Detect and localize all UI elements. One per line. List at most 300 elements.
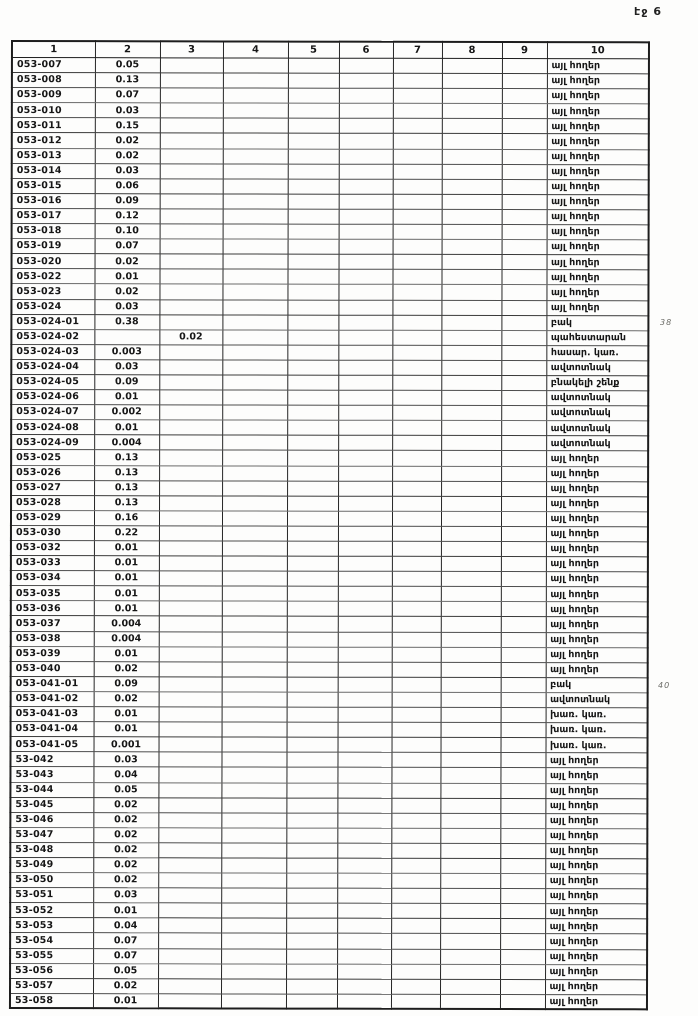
empty-cell [501,542,546,557]
table-row [11,616,648,632]
area-value-col3-cell [158,797,221,812]
empty-cell [286,783,337,798]
area-value-cell: 0.10 [95,224,160,239]
area-value-col3-cell [158,963,221,978]
empty-cell [441,677,501,692]
land-type-cell: այլ հողեր [546,285,648,300]
empty-cell [338,315,392,330]
empty-cell [392,602,441,617]
empty-cell [223,149,288,164]
area-value-cell: 0.004 [94,435,159,450]
table-row [11,586,648,602]
area-value-cell: 0.02 [93,843,158,858]
empty-cell [338,556,392,571]
parcel-code-cell: 53-052 [10,903,93,918]
land-type-cell: ավտոտնակ [546,391,648,406]
empty-cell [287,707,338,722]
empty-cell [501,285,546,300]
empty-cell [502,179,547,194]
empty-cell [501,360,546,375]
empty-cell [287,617,338,632]
empty-cell [392,360,441,375]
empty-cell [338,511,392,526]
land-type-cell: այլ հողեր [546,647,648,662]
parcel-code-cell: 053-017 [12,208,95,223]
empty-cell [339,103,393,118]
area-value-col3-cell [159,299,222,314]
area-value-cell: 0.02 [94,661,159,676]
area-value-col3-cell [160,73,223,88]
empty-cell [393,224,442,239]
parcel-code-cell: 053-029 [11,510,94,525]
table-row [11,435,648,451]
empty-cell [442,164,502,179]
empty-cell [392,315,441,330]
empty-cell [222,360,287,375]
empty-cell [441,647,501,662]
empty-cell [287,541,338,556]
empty-cell [286,888,337,903]
land-type-cell: այլ հողեր [546,542,648,557]
empty-cell [222,571,287,586]
empty-cell [337,979,391,994]
empty-cell [391,904,440,919]
empty-cell [500,949,545,964]
table-row [11,405,648,421]
empty-cell [222,647,287,662]
empty-cell [288,134,339,149]
empty-cell [501,647,546,662]
empty-cell [392,481,441,496]
table-row [11,269,648,285]
parcel-code-cell: 053-034 [11,571,94,586]
empty-cell [501,391,546,406]
empty-cell [441,602,501,617]
land-type-cell: խառ. կառ. [546,708,648,723]
empty-cell [286,873,337,888]
area-value-cell: 0.07 [93,933,158,948]
parcel-code-cell: 053-024-07 [11,405,94,420]
land-type-cell: հասար. կառ. [546,345,648,360]
empty-cell [288,103,339,118]
area-value-cell: 0.15 [95,118,160,133]
empty-cell [440,783,500,798]
parcel-code-cell: 53-050 [10,873,93,888]
column-header-1: 1 [12,41,95,58]
empty-cell [337,752,391,767]
table-row [11,722,648,738]
empty-cell [338,436,392,451]
empty-cell [337,768,391,783]
empty-cell [338,526,392,541]
area-value-cell: 0.01 [94,707,159,722]
area-value-col3-cell [159,556,222,571]
land-type-cell: այլ հողեր [546,527,648,542]
empty-cell [392,390,441,405]
parcel-code-cell: 53-048 [10,842,93,857]
table-row [10,767,647,783]
empty-cell [391,994,440,1009]
empty-cell [221,798,286,813]
area-value-col3-cell [158,858,221,873]
empty-cell [393,209,442,224]
parcel-code-cell: 53-051 [10,888,93,903]
empty-cell [287,647,338,662]
table-row [10,933,647,949]
empty-cell [223,179,288,194]
empty-cell [392,587,441,602]
land-type-cell: այլ հողեր [545,994,647,1009]
empty-cell [222,330,287,345]
empty-cell [222,405,287,420]
empty-cell [502,255,547,270]
land-type-cell: այլ հողեր [547,164,649,179]
parcel-code-cell: 53-044 [10,782,93,797]
empty-cell [222,737,287,752]
empty-cell [338,541,392,556]
empty-cell [501,451,546,466]
area-value-cell: 0.02 [94,284,159,299]
area-value-col3-cell [158,843,221,858]
parcel-code-cell: 53-056 [10,963,93,978]
empty-cell [500,813,545,828]
empty-cell [288,194,339,209]
empty-cell [392,345,441,360]
parcel-code-cell: 053-030 [11,525,94,540]
empty-cell [393,134,442,149]
area-value-col3-cell [160,179,223,194]
land-type-cell: այլ հողեր [546,270,648,285]
parcel-code-cell: 053-041-04 [11,722,94,737]
empty-cell [500,979,545,994]
area-value-col3-cell [159,571,222,586]
parcel-code-cell: 53-049 [10,857,93,872]
empty-cell [339,119,393,134]
parcel-code-cell: 53-047 [10,827,93,842]
empty-cell [286,994,337,1009]
empty-cell [442,240,502,255]
land-type-cell: այլ հողեր [545,949,647,964]
empty-cell [287,345,338,360]
area-value-col3-cell [159,601,222,616]
empty-cell [221,964,286,979]
empty-cell [442,89,502,104]
land-type-cell: այլ հողեր [546,466,648,481]
area-value-cell: 0.22 [94,526,159,541]
area-value-cell: 0.09 [94,677,159,692]
area-value-cell: 0.01 [94,722,159,737]
empty-cell [221,933,286,948]
area-value-cell: 0.07 [93,948,158,963]
area-value-cell: 0.02 [93,827,158,842]
land-type-cell: այլ հողեր [547,255,649,270]
parcel-code-cell: 053-013 [12,148,95,163]
empty-cell [393,179,442,194]
empty-cell [222,315,287,330]
parcel-code-cell: 53-053 [10,918,93,933]
land-type-cell: ավտոտնակ [546,436,648,451]
empty-cell [392,375,441,390]
empty-cell [338,420,392,435]
empty-cell [339,239,393,254]
empty-cell [392,330,441,345]
empty-cell [500,919,545,934]
empty-cell [338,269,392,284]
area-value-col3-cell [158,918,221,933]
empty-cell [391,964,440,979]
parcel-code-cell: 053-024-04 [11,359,94,374]
empty-cell [501,270,546,285]
empty-cell [288,58,339,73]
area-value-cell: 0.04 [93,767,158,782]
table-row [11,571,648,587]
table-row [11,299,648,315]
empty-cell [287,677,338,692]
empty-cell [287,692,338,707]
empty-cell [221,782,286,797]
parcel-code-cell: 053-012 [12,133,95,148]
empty-cell [502,59,547,74]
empty-cell [287,451,338,466]
empty-cell [391,843,440,858]
empty-cell [441,345,501,360]
table-row [10,857,647,873]
empty-cell [441,707,501,722]
parcel-code-cell: 053-015 [12,178,95,193]
parcel-code-cell: 053-018 [12,224,95,239]
area-value-cell: 0.001 [94,737,159,752]
land-type-cell: այլ հողեր [547,59,649,74]
area-value-cell: 0.02 [93,978,158,993]
empty-cell [288,164,339,179]
land-type-cell: այլ հողեր [545,813,647,828]
empty-cell [221,843,286,858]
empty-cell [501,708,546,723]
empty-cell [223,133,288,148]
empty-cell [286,798,337,813]
empty-cell [502,240,547,255]
empty-cell [392,556,441,571]
table-row [12,224,649,240]
empty-cell [441,572,501,587]
area-value-cell: 0.13 [94,450,159,465]
empty-cell [391,934,440,949]
land-type-cell: այլ հողեր [546,451,648,466]
parcel-code-cell: 053-036 [11,601,94,616]
empty-cell [392,677,441,692]
table-row [11,510,648,526]
column-header-2: 2 [95,41,160,58]
table-row [12,73,649,89]
parcel-code-cell: 053-024-06 [11,390,94,405]
parcel-code-cell: 053-038 [11,631,94,646]
empty-cell [338,360,392,375]
empty-cell [222,269,287,284]
land-type-cell: այլ հողեր [546,572,648,587]
empty-cell [338,632,392,647]
area-value-col3-cell [159,375,222,390]
area-value-cell: 0.07 [95,88,160,103]
table-row [10,903,647,919]
empty-cell [441,587,501,602]
empty-cell [441,421,501,436]
parcel-code-cell: 053-028 [11,495,94,510]
table-row [12,133,649,149]
table-header-row [12,41,649,59]
empty-cell [500,964,545,979]
empty-cell [500,783,545,798]
empty-cell [223,239,288,254]
land-type-cell: այլ հողեր [546,662,648,677]
empty-cell [393,255,442,270]
area-value-cell: 0.004 [94,616,159,631]
empty-cell [287,269,338,284]
land-type-cell: այլ հողեր [545,859,647,874]
empty-cell [286,903,337,918]
empty-cell [339,179,393,194]
empty-cell [500,843,545,858]
area-value-col3-cell [159,405,222,420]
area-value-col3-cell [159,420,222,435]
empty-cell [501,345,546,360]
empty-cell [288,118,339,133]
empty-cell [392,496,441,511]
empty-cell [393,88,442,103]
column-header-4: 4 [223,41,288,58]
empty-cell [288,88,339,103]
area-value-cell: 0.12 [95,209,160,224]
table-row [10,978,647,994]
empty-cell [222,511,287,526]
empty-cell [223,254,288,269]
area-value-cell: 0.03 [94,299,159,314]
land-type-cell: այլ հողեր [546,511,648,526]
area-value-col3-cell [160,239,223,254]
empty-cell [501,587,546,602]
parcel-code-cell: 53-055 [10,948,93,963]
table-row [11,329,648,345]
table-row [11,465,648,481]
table-row [11,676,648,692]
empty-cell [339,149,393,164]
empty-cell [222,284,287,299]
parcel-code-cell: 053-041-01 [11,676,94,691]
empty-cell [442,104,502,119]
empty-cell [287,571,338,586]
table-row [11,390,648,406]
column-header-3: 3 [160,41,223,58]
empty-cell [391,828,440,843]
empty-cell [392,707,441,722]
empty-cell [442,194,502,209]
column-header-9: 9 [502,42,547,59]
land-type-cell: բակ [546,315,648,330]
area-value-col3-cell [160,148,223,163]
land-type-cell: այլ հողեր [545,798,647,813]
empty-cell [391,783,440,798]
empty-cell [502,194,547,209]
empty-cell [287,390,338,405]
empty-cell [222,299,287,314]
empty-cell [441,496,501,511]
area-value-col3-cell [160,88,223,103]
empty-cell [440,843,500,858]
empty-cell [502,164,547,179]
empty-cell [337,798,391,813]
land-parcel-table [9,40,650,1011]
empty-cell [286,934,337,949]
empty-cell [392,451,441,466]
table-row [10,797,647,813]
land-type-cell: խառ. կառ. [546,723,648,738]
parcel-code-cell: 053-024-05 [11,374,94,389]
empty-cell [392,541,441,556]
empty-cell [338,737,392,752]
empty-cell [393,194,442,209]
table-row [11,646,648,662]
parcel-code-cell: 053-024 [11,299,94,314]
area-value-cell: 0.02 [93,858,158,873]
land-type-cell: այլ հողեր [547,119,649,134]
parcel-code-cell: 53-042 [10,752,93,767]
empty-cell [286,752,337,767]
empty-cell [441,451,501,466]
empty-cell [287,481,338,496]
table-row [11,420,648,436]
empty-cell [338,466,392,481]
parcel-code-cell: 053-020 [12,254,95,269]
empty-cell [442,73,502,88]
empty-cell [441,270,501,285]
empty-cell [501,632,546,647]
empty-cell [286,949,337,964]
area-value-col3-cell [160,209,223,224]
area-value-col3-cell [159,722,222,737]
area-value-cell: 0.13 [94,480,159,495]
empty-cell [440,994,500,1009]
table-row [11,631,648,647]
area-value-col3-cell [160,163,223,178]
table-row [12,178,649,194]
empty-cell [440,768,500,783]
area-value-cell: 0.01 [94,269,159,284]
empty-cell [500,768,545,783]
land-parcel-table-wrap [9,40,650,1011]
empty-cell [501,526,546,541]
empty-cell [441,511,501,526]
area-value-col3-cell [159,662,222,677]
empty-cell [441,300,501,315]
parcel-code-cell: 053-039 [11,646,94,661]
land-type-cell: այլ հողեր [547,240,649,255]
empty-cell [338,692,392,707]
parcel-code-cell: 053-024-02 [11,329,94,344]
empty-cell [393,149,442,164]
parcel-code-cell: 53-057 [10,978,93,993]
empty-cell [500,889,545,904]
empty-cell [338,586,392,601]
area-value-cell: 0.01 [94,556,159,571]
parcel-code-cell: 053-025 [11,450,94,465]
area-value-cell: 0.07 [95,239,160,254]
area-value-col3-cell [160,224,223,239]
area-value-cell: 0.03 [94,360,159,375]
land-type-cell: այլ հողեր [546,496,648,511]
area-value-cell: 0.01 [93,903,158,918]
empty-cell [392,405,441,420]
parcel-code-cell: 053-026 [11,465,94,480]
area-value-cell: 0.38 [94,314,159,329]
